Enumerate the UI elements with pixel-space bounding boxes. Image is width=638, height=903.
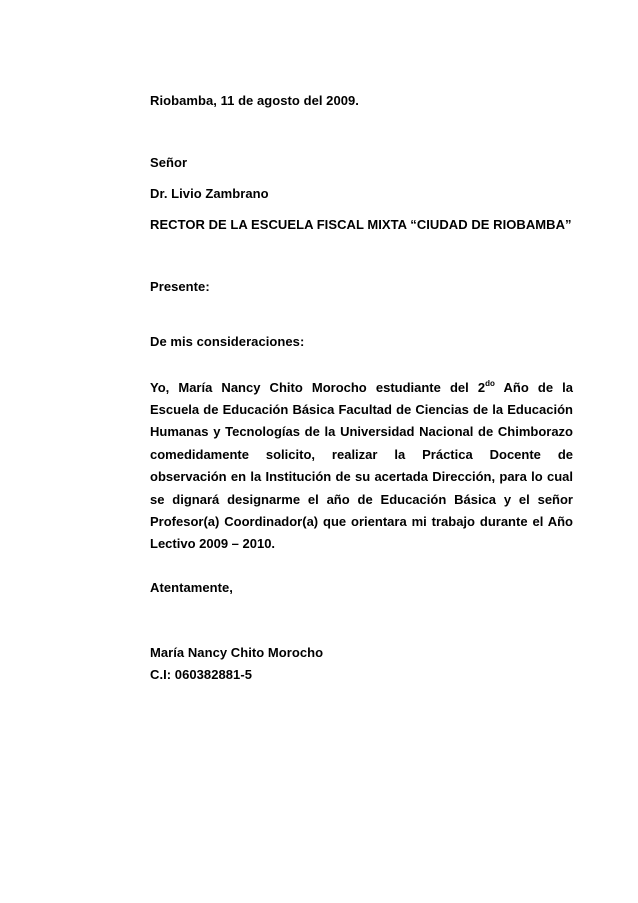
signer-id: C.I: 060382881-5	[150, 667, 252, 682]
body-line-5: observación en la Institución de su acertada Dirección, para lo cual	[150, 469, 573, 484]
recipient-title: RECTOR DE LA ESCUELA FISCAL MIXTA “CIUDAD DE RIOBAMBA”	[150, 217, 572, 232]
body-line-4: comedidamente solicito, realizar la Práctica Docente de	[150, 447, 573, 462]
presente-label: Presente:	[150, 279, 210, 294]
body-line-1-start: Yo, María Nancy Chito Morocho estudiante del 2	[150, 380, 486, 395]
body-line-7: Profesor(a) Coordinador(a) que orientara mi trabajo durante el Año	[150, 514, 573, 529]
considerations-label: De mis consideraciones:	[150, 334, 305, 349]
letter-body	[150, 380, 573, 550]
body-line-1	[150, 380, 573, 396]
salutation: Señor	[150, 155, 188, 170]
closing: Atentamente,	[150, 580, 233, 595]
body-line-1-end: Año de la	[494, 380, 574, 395]
body-line-8: Lectivo 2009 – 2010.	[150, 536, 276, 551]
ordinal-superscript: do	[485, 379, 495, 388]
body-line-3: Humanas y Tecnologías de la Universidad Nacional de Chimborazo	[150, 424, 573, 439]
recipient-name: Dr. Livio Zambrano	[150, 186, 269, 201]
body-line-6: se dignará designarme el año de Educación Básica y el señor	[150, 492, 573, 507]
body-line-2: Escuela de Educación Básica Facultad de Ciencias de la Educación	[150, 402, 573, 417]
signer-name: María Nancy Chito Morocho	[150, 645, 324, 660]
letter-date: Riobamba, 11 de agosto del 2009.	[150, 93, 359, 108]
